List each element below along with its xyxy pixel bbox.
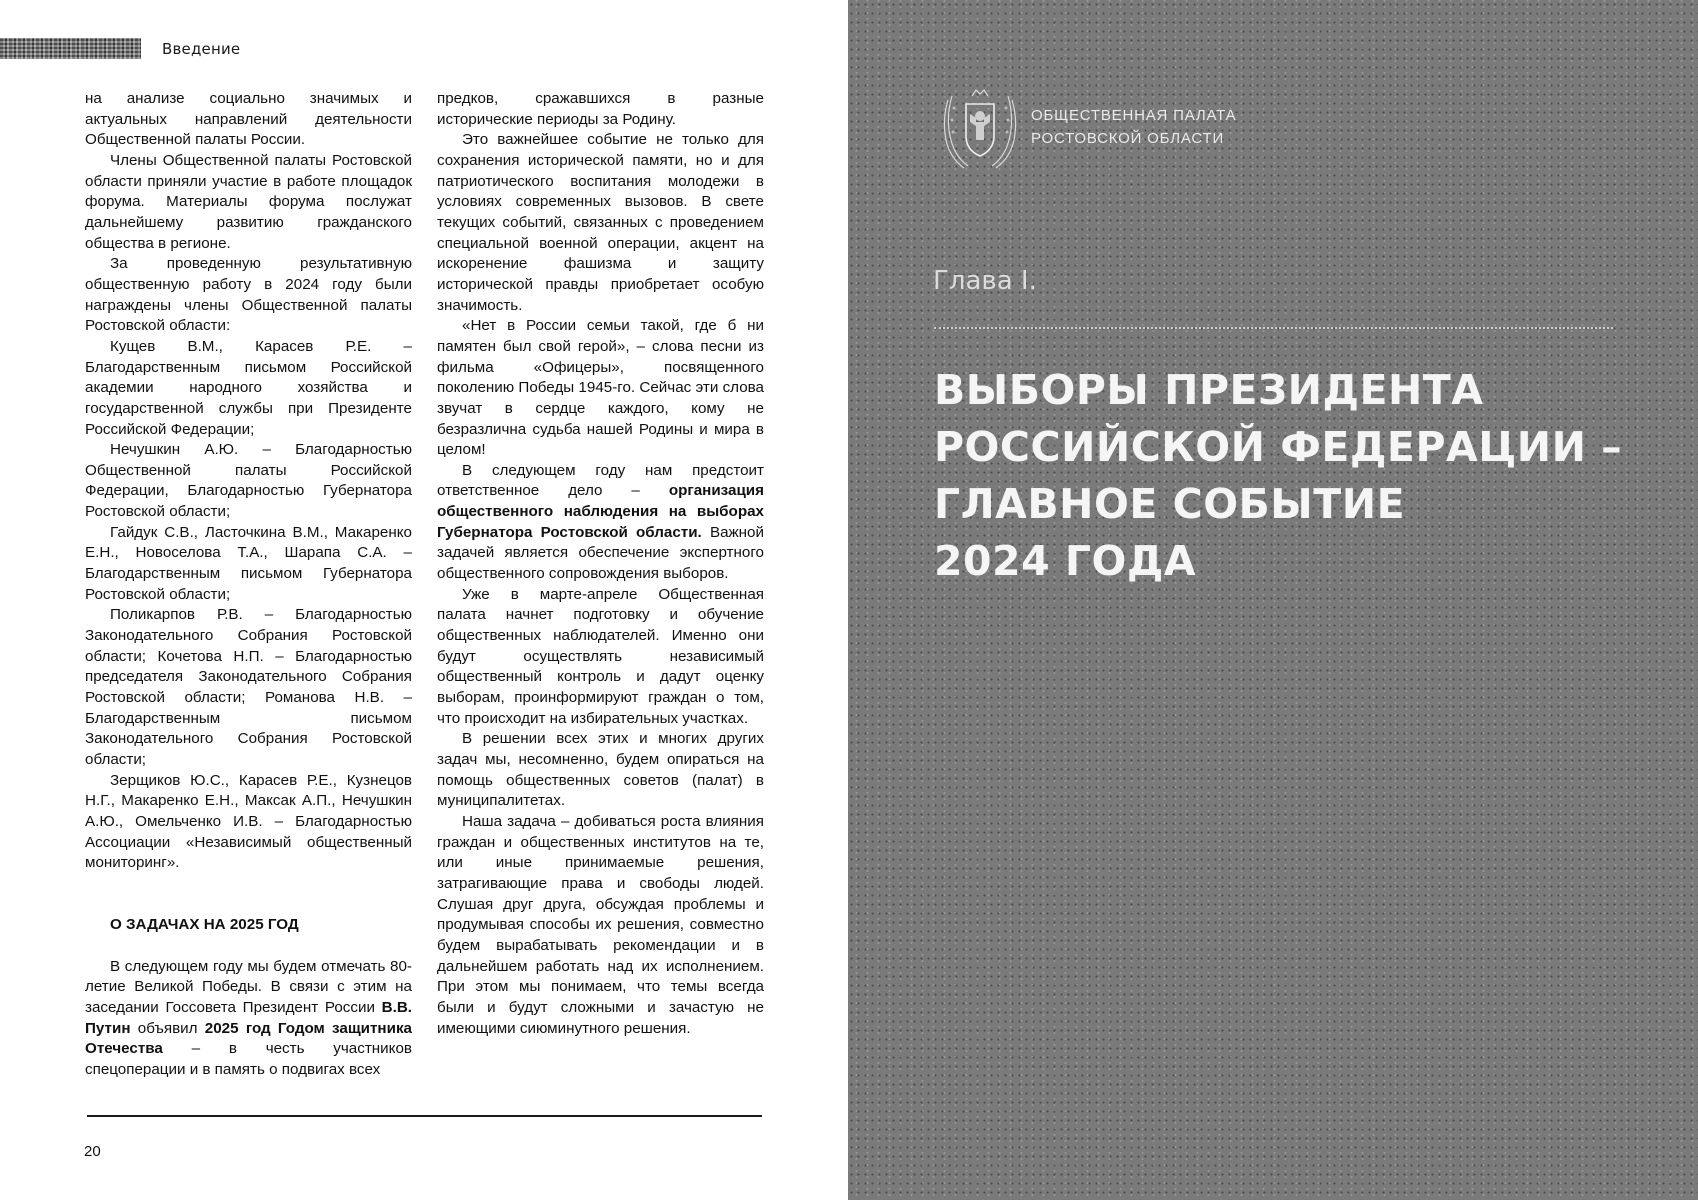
paragraph: Уже в марте-апреле Общественная палата начнет подготовку и обучение общественных наблюдателей. Именно они будут осуществлять независимый общественный контроль и дадут оценку выборам, проинформируют граждан о том, что происходит на избирательных участках. [437,585,764,727]
page-number: 20 [84,1143,101,1160]
left-page [0,0,848,1200]
section-title: Введение [162,40,241,58]
paragraph: предков, сражавшихся в разные исторические периоды за Родину. [437,90,764,128]
paragraph: Нечушкин А.Ю. – Благодарностью Общественной палаты Российской Федерации, Благодарностью Губернатора Ростовской области; [85,441,412,521]
paragraph: Это важнейшее событие не только для сохранения исторической памяти, но и для патриотического воспитания молодежи в условиях современных вызовов. В свете текущих событий, связанных с проведением специальной военной операции, акцент на искоренение фашизма и защиту исторической правды приобретает особую значимость. [437,131,764,314]
right-page-chapter-cover [848,0,1698,1200]
footer-rule [87,1115,762,1117]
text-run: объявил [130,1019,205,1037]
org-name-line: ОБЩЕСТВЕННАЯ ПАЛАТА [1031,107,1237,124]
chapter-title-line: 2024 ГОДА [934,537,1197,585]
chapter-title-line: ВЫБОРЫ ПРЕЗИДЕНТА [934,366,1484,414]
paragraph-tasks [85,957,412,1081]
dotted-divider [934,327,1613,329]
coat-of-arms-icon [938,86,1022,172]
paragraph: на анализе социально значимых и актуальных направлений деятельности Общественной палаты России. [85,90,412,149]
chapter-title-line: РОССИЙСКОЙ ФЕДЕРАЦИИ – [934,423,1623,471]
paragraph: За проведенную результативную общественную работу в 2024 году были награждены члены Общественной палаты Ростовской области: [85,255,412,335]
paragraph: Кущев В.М., Карасев Р.Е. – Благодарственным письмом Российской академии народного хозяйства и государственной службы при Президенте Российской Федерации; [85,337,412,438]
paragraph-election [437,461,764,585]
paragraph: Гайдук С.В., Ласточкина В.М., Макаренко Е.Н., Новоселова Т.А., Шарапа С.А. – Благодарственным письмом Губернатора Ростовской области; [85,523,412,603]
paragraph: Наша задача – добиваться роста влияния граждан и общественных институтов на те, или иные принимаемые решения, затрагивающие права и свободы людей. Слушая друг друга, обсуждая проблемы и продумывая способы их решения, совместно будем вырабатывать рекомендации и в дальнейшем работать над их исполнением. При этом мы понимаем, что темы всегда были и будут сложными и зачастую не имеющими сиюминутного решения. [437,812,764,1037]
text-column-2 [437,89,764,1039]
chapter-label: Глава I. [933,266,1037,296]
paragraph: В решении всех этих и многих других задач мы, несомненно, будем опираться на помощь общественных советов (палат) в муниципалитетах. [437,730,764,810]
header-decor-strip [0,38,141,59]
bold-text: В.В. Путин [85,998,412,1037]
section-subheading: О ЗАДАЧАХ НА 2025 ГОД [110,915,299,933]
paragraph: «Нет в России семьи такой, где б ни памятен был свой герой», – слова песни из фильма «Офицеры», посвященного поколению Победы 1945-го. Сейчас эти слова звучат в сердце каждого, кому не безразлична судьба нашей Родины и мира в целом! [437,317,764,459]
chapter-title [934,362,1634,590]
org-name-line: РОСТОВСКОЙ ОБЛАСТИ [1031,130,1225,147]
paragraph: Члены Общественной палаты Ростовской области приняли участие в работе площадок форума. Материалы форума послужат дальнейшему развитию гражданского общества в регионе. [85,151,412,252]
paragraph: Зерщиков Ю.С., Карасев Р.Е., Кузнецов Н.Г., Макаренко Е.Н., Максак А.П., Нечушкин А.Ю., Омельченко И.В. – Благодарностью Ассоциации «Независимый общественный мониторинг». [85,771,412,872]
bold-text: 2025 год Годом защитника Отечества [85,1019,412,1058]
text-run: Важной задачей является обеспечение экспертного общественного сопровождения выборов. [437,523,764,583]
text-run: В следующем году нам предстоит ответственное дело – [437,461,764,500]
text-run: – в честь участников спецоперации и в память о подвигах всех [85,1040,412,1078]
text-column-1 [85,89,412,1081]
chapter-title-line: ГЛАВНОЕ СОБЫТИЕ [934,480,1406,528]
organization-name [1031,104,1236,150]
paragraph: Поликарпов Р.В. – Благодарностью Законодательного Собрания Ростовской области; Кочетова Н.П. – Благодарностью председателя Законодательного Собрания Ростовской области; Романова Н.В. – Благодарственным письмом Законодательного Собрания Ростовской области; [85,606,412,768]
text-run: В следующем году мы будем отмечать 80-летие Великой Победы. В связи с этим на заседании Госсовета Президент России [85,957,412,1016]
bold-text: организация общественного наблюдения на выборах Губернатора Ростовской области. [437,482,764,541]
